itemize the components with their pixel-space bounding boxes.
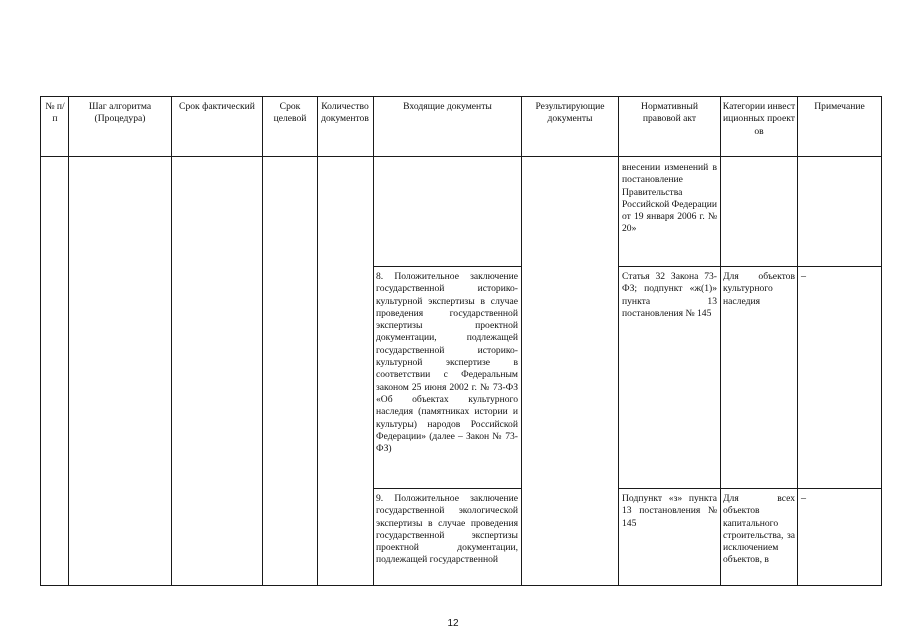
column-divider	[618, 96, 619, 586]
header-cell-resulting-documents: Результирующие документы	[535, 101, 605, 125]
header-cell-project-categories: Категории инвестиционных проектов	[722, 101, 796, 137]
column-divider	[171, 96, 172, 586]
column-divider	[40, 96, 41, 586]
row-divider	[618, 488, 882, 489]
page-number: 12	[447, 618, 459, 629]
header-cell-normative-act: Нормативный правовой акт	[641, 101, 698, 125]
row-divider	[373, 488, 521, 489]
table-cell-note: –	[801, 271, 806, 282]
header-cell-document-count: Количество документов	[321, 101, 369, 125]
header-cell-actual-term: Срок фактический	[179, 101, 255, 112]
table-bottom-border	[40, 585, 882, 586]
table-cell-incoming-document: 9. Положительное заключение государственной экологической экспертизы в случае проведения государственной экспертизы проектной документации, подлежащей государственной	[376, 493, 518, 566]
table-cell-project-category: Для всех объектов капитального строительства, за исключением объектов, в	[723, 493, 795, 566]
row-divider	[618, 266, 882, 267]
column-divider	[68, 96, 69, 586]
column-divider	[262, 96, 263, 586]
table-cell-normative-act: внесении изменений в постановление Правительства Российской Федерации от 19 января 2006 г. № 20»	[622, 162, 717, 235]
header-cell-note: Примечание	[814, 101, 865, 112]
column-divider	[373, 96, 374, 586]
column-divider	[521, 96, 522, 586]
header-bottom-border	[40, 156, 882, 157]
header-cell-algorithm-step: Шаг алгоритма (Процедура)	[88, 101, 152, 125]
table-cell-incoming-document: 8. Положительное заключение государственной историко-культурной экспертизы в случае проведения государственной экспертизы проектной документации, подлежащей государственной историко-культурной экспертизе в соответствии с Федеральным законом 25 июня 2002 г. № 73-ФЗ «Об объектах культурного наследия (памятниках истории и культуры) народов Российской Федерации» (далее – Закон № 73-ФЗ)	[376, 271, 518, 455]
column-divider	[720, 96, 721, 586]
header-cell-number: № п/п	[45, 101, 65, 125]
table-top-border	[40, 96, 882, 97]
column-divider	[317, 96, 318, 586]
column-divider	[797, 96, 798, 586]
table-cell-project-category: Для объектов культурного наследия	[723, 271, 795, 307]
table-cell-note: –	[801, 493, 806, 504]
header-cell-target-term: Срок целевой	[273, 101, 307, 125]
table-cell-normative-act: Подпункт «з» пункта 13 постановления № 145	[622, 493, 717, 529]
row-divider	[373, 266, 521, 267]
table-cell-normative-act: Статья 32 Закона 73-ФЗ; подпункт «ж(1)» пункта 13 постановления № 145	[622, 271, 717, 319]
column-divider	[881, 96, 882, 586]
header-cell-incoming-documents: Входящие документы	[403, 101, 492, 112]
